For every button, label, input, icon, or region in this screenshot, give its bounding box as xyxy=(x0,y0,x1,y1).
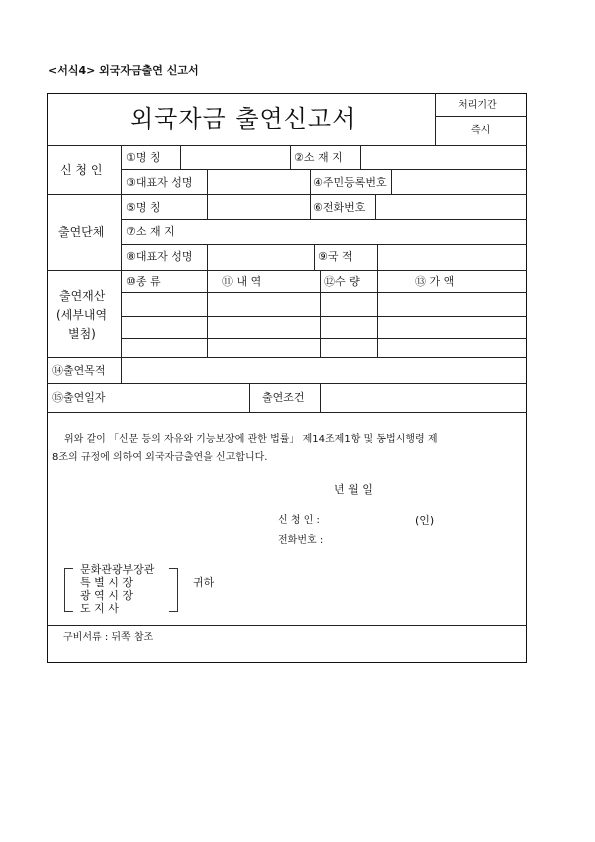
processing-divider xyxy=(435,93,436,145)
attachments-note: 구비서류 : 뒤쪽 참조 xyxy=(63,632,154,643)
property-col-amount: ⑬ 가 액 xyxy=(415,275,455,288)
col-line xyxy=(207,270,208,357)
col-line xyxy=(320,270,321,357)
processing-value: 즉시 xyxy=(471,125,491,136)
processing-mid-line xyxy=(435,116,527,117)
row-line xyxy=(47,194,527,195)
applicant-name-label: ①명 칭 xyxy=(126,151,161,164)
org-name-label: ⑤명 칭 xyxy=(126,201,161,214)
date-label: ⑮출연일자 xyxy=(52,391,106,404)
purpose-label: ⑭출연목적 xyxy=(52,364,106,377)
row-line xyxy=(47,412,527,413)
org-nationality-label: ⑨국 적 xyxy=(318,250,353,263)
col-line xyxy=(249,383,250,412)
row-line xyxy=(121,292,527,293)
form-number: <서식4> 외국자금출연 신고서 xyxy=(48,64,199,77)
col-line xyxy=(314,244,315,270)
applicant-rep-label: ③대표자 성명 xyxy=(126,176,193,189)
row-line xyxy=(121,219,527,220)
org-section-label: 출연단체 xyxy=(58,225,105,239)
row-line xyxy=(121,338,527,339)
phone-line-label: 전화번호 : xyxy=(278,535,324,546)
col-line xyxy=(290,145,291,170)
col-line xyxy=(320,383,321,412)
date-line: 년 월 일 xyxy=(334,483,373,496)
col-line xyxy=(377,244,378,270)
form-title: 외국자금 출연신고서 xyxy=(130,105,357,133)
row-line xyxy=(47,270,527,271)
col-line xyxy=(207,169,208,219)
property-col-qty: ⑫수 량 xyxy=(324,275,360,288)
condition-label: 출연조건 xyxy=(262,391,305,404)
recipient-1: 문화관광부장관 xyxy=(80,563,155,576)
seal-label: (인) xyxy=(415,514,435,527)
row-line xyxy=(47,383,527,384)
processing-label: 처리기간 xyxy=(458,100,497,111)
property-section-line1: 출연재산 xyxy=(59,289,106,303)
property-col-detail: ⑪ 내 역 xyxy=(222,275,262,288)
recipient-suffix: 귀하 xyxy=(193,576,215,589)
applicant-regno-label: ④주민등록번호 xyxy=(313,176,387,189)
row-line xyxy=(47,357,527,358)
col-line xyxy=(121,145,122,383)
declaration-line1: 위와 같이 「신문 등의 자유와 기능보장에 관한 법률」 제14조제1항 및 동법시행령 제 xyxy=(64,434,438,445)
col-line xyxy=(375,194,376,219)
recipient-right-bracket xyxy=(169,568,178,612)
property-section-line2: (세부내역 xyxy=(56,308,108,322)
property-section-line3: 별첨) xyxy=(68,327,96,341)
recipient-left-bracket xyxy=(64,568,73,612)
row-line xyxy=(121,244,527,245)
property-col-type: ⑩종 류 xyxy=(126,275,161,288)
recipient-4: 도 지 사 xyxy=(80,602,119,615)
applicant-address-label: ②소 재 지 xyxy=(294,151,343,164)
recipient-2: 특 별 시 장 xyxy=(80,576,133,589)
signer-label: 신 청 인 : xyxy=(278,515,320,526)
row-line xyxy=(121,316,527,317)
org-address-label: ⑦소 재 지 xyxy=(126,225,175,238)
col-line xyxy=(180,145,181,170)
col-line xyxy=(391,169,392,194)
row-line xyxy=(121,169,527,170)
col-line xyxy=(360,145,361,170)
declaration-line2: 8조의 규정에 의하여 외국자금출연을 신고합니다. xyxy=(52,452,268,463)
row-line xyxy=(47,625,527,626)
col-line xyxy=(207,244,208,270)
recipient-3: 광 역 시 장 xyxy=(80,589,133,602)
col-line xyxy=(310,169,311,219)
row-line xyxy=(47,145,527,146)
applicant-section-label: 신 청 인 xyxy=(60,163,103,177)
org-rep-label: ⑧대표자 성명 xyxy=(126,250,193,263)
org-phone-label: ⑥전화번호 xyxy=(313,201,366,214)
col-line xyxy=(377,270,378,357)
